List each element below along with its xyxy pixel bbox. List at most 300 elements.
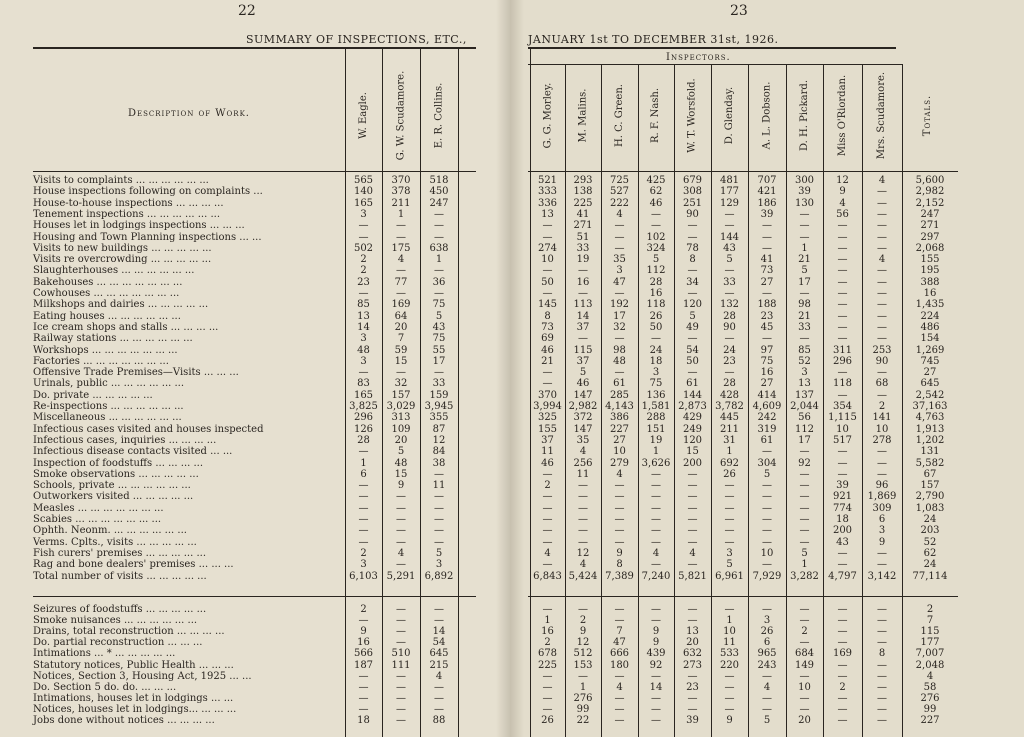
cell-value: 313 xyxy=(391,412,411,424)
total-value: 645 xyxy=(920,378,940,390)
cell-value: 666 xyxy=(609,648,630,660)
table-row xyxy=(0,232,1024,243)
row-label: Miscellaneous ... ... ... ... ... ... xyxy=(33,412,182,424)
row-label: Verms. Cplts., visits ... ... ... ... ... xyxy=(33,536,197,548)
cell-value: — xyxy=(542,491,553,503)
cell-value: 5,291 xyxy=(386,570,416,582)
cell-value: 4 xyxy=(435,670,443,682)
cell-value: 211 xyxy=(391,197,411,209)
cell-value: 33 xyxy=(432,378,446,390)
cell-value: — xyxy=(358,615,369,627)
row-label: Urinals, public ... ... ... ... ... ... xyxy=(33,378,185,390)
cell-value: — xyxy=(358,525,369,537)
cell-value: — xyxy=(358,692,369,704)
cell-value: — xyxy=(396,502,406,514)
cell-value: — xyxy=(358,514,369,525)
cell-value: 2 xyxy=(544,637,551,649)
cell-value: — xyxy=(687,536,698,548)
cell-value: — xyxy=(578,502,588,514)
cell-value: 1,115 xyxy=(828,412,857,424)
cell-value: 90 xyxy=(875,355,889,367)
column-label: R. F. Nash. xyxy=(650,87,662,143)
cell-value: — xyxy=(687,265,698,277)
cell-value: — xyxy=(651,208,661,220)
cell-value: 35 xyxy=(613,254,626,266)
row-label: Drains, total reconstruction ... ... ... ... xyxy=(33,626,225,638)
cell-value: 296 xyxy=(832,355,853,367)
page-number-right: 23 xyxy=(730,3,748,19)
cell-value: — xyxy=(877,659,887,671)
cell-value: 8 xyxy=(689,254,696,266)
right-column-header xyxy=(823,60,862,170)
row-label: Total number of visits ... ... ... ... ... xyxy=(33,570,207,582)
total-value: 157 xyxy=(920,480,940,492)
cell-value: 428 xyxy=(719,389,740,401)
cell-value: 17 xyxy=(613,310,626,322)
cell-value: — xyxy=(877,559,887,571)
cell-value: — xyxy=(614,692,625,704)
cell-value: — xyxy=(614,703,625,715)
cell-value: 75 xyxy=(649,378,663,390)
table-row xyxy=(0,648,1024,659)
total-value: 52 xyxy=(923,536,937,548)
cell-value: — xyxy=(877,637,887,649)
cell-value: 3 xyxy=(763,615,771,627)
cell-value: — xyxy=(762,288,772,299)
row-label: Visits to complaints ... ... ... ... ... ... xyxy=(33,175,209,186)
cell-value: 2,044 xyxy=(790,401,819,412)
rule-left-section xyxy=(33,596,476,597)
row-label: Housing and Town Planning inspections ... ... xyxy=(33,231,262,243)
table-row xyxy=(0,220,1024,231)
row-label: Infectious cases visited and houses inspected xyxy=(33,423,264,435)
column-label: D. H. Pickard. xyxy=(799,79,811,151)
cell-value: 4 xyxy=(579,446,587,458)
cell-value: 84 xyxy=(432,446,446,458)
total-value: 388 xyxy=(920,276,940,288)
total-value: 2,152 xyxy=(915,197,945,209)
cell-value: 50 xyxy=(541,276,554,288)
cell-value: 4 xyxy=(652,547,660,559)
row-label: Smoke nuisances ... ... ... ... ... ... xyxy=(33,615,198,627)
cell-value: 98 xyxy=(613,344,626,356)
table-row xyxy=(0,265,1024,276)
rule-right-header-bottom xyxy=(528,171,958,172)
cell-value: — xyxy=(651,468,661,480)
cell-value: 92 xyxy=(649,659,663,671)
cell-value: 177 xyxy=(719,186,740,198)
cell-value: 3,945 xyxy=(424,401,454,412)
cell-value: 4,797 xyxy=(828,570,857,582)
cell-value: 102 xyxy=(646,231,666,243)
cell-value: — xyxy=(396,220,406,232)
cell-value: — xyxy=(358,220,369,232)
cell-value: 97 xyxy=(760,344,774,356)
cell-value: — xyxy=(877,446,887,458)
cell-value: 309 xyxy=(872,502,892,514)
table-row xyxy=(0,412,1024,423)
row-label: Milkshops and dairies ... ... ... ... ... xyxy=(33,299,209,311)
cell-value: 28 xyxy=(723,310,736,322)
cell-value: — xyxy=(724,333,735,345)
cell-value: — xyxy=(614,231,625,243)
cell-value: 61 xyxy=(760,434,774,446)
total-value: 745 xyxy=(920,355,940,367)
cell-value: — xyxy=(799,491,810,503)
cell-value: 48 xyxy=(613,355,626,367)
total-value: 4 xyxy=(926,670,934,682)
table-row xyxy=(0,604,1024,615)
cell-value: — xyxy=(799,514,810,525)
cell-value: 18 xyxy=(357,715,370,726)
cell-value: 3,626 xyxy=(641,457,671,469)
cell-value: — xyxy=(877,288,887,299)
cell-value: — xyxy=(614,502,625,514)
total-value: 203 xyxy=(920,525,940,537)
cell-value: — xyxy=(837,231,848,243)
cell-value: — xyxy=(724,514,735,525)
total-value: 58 xyxy=(923,681,937,693)
cell-value: 20 xyxy=(798,715,811,726)
cell-value: 774 xyxy=(832,502,853,514)
cell-value: 425 xyxy=(646,175,666,186)
cell-value: 27 xyxy=(760,378,774,390)
row-label: Workshops ... ... ... ... ... ... ... xyxy=(33,344,178,356)
cell-value: 98 xyxy=(798,299,811,311)
table-row xyxy=(0,186,1024,197)
cell-value: — xyxy=(687,491,698,503)
table-row xyxy=(0,491,1024,502)
cell-value: — xyxy=(542,559,553,571)
cell-value: 4 xyxy=(397,547,405,559)
cell-value: — xyxy=(724,502,735,514)
cell-value: — xyxy=(837,659,848,671)
cell-value: 12 xyxy=(836,175,849,186)
cell-value: 274 xyxy=(537,242,558,254)
cell-value: — xyxy=(651,703,661,715)
cell-value: 247 xyxy=(429,197,449,209)
cell-value: 512 xyxy=(573,648,593,660)
cell-value: — xyxy=(687,468,698,480)
cell-value: 51 xyxy=(576,231,590,243)
cell-value: 192 xyxy=(609,299,630,311)
cell-value: — xyxy=(724,703,735,715)
cell-value: 2 xyxy=(360,604,367,615)
cell-value: — xyxy=(651,536,661,548)
cell-value: 1 xyxy=(397,208,405,220)
cell-value: 370 xyxy=(391,175,411,186)
cell-value: — xyxy=(651,604,661,615)
cell-value: 5 xyxy=(689,310,696,322)
cell-value: — xyxy=(687,288,698,299)
cell-value: — xyxy=(799,637,810,649)
cell-value: 253 xyxy=(872,344,892,356)
cell-value: 126 xyxy=(353,423,374,435)
table-row xyxy=(0,378,1024,389)
cell-value: — xyxy=(434,604,444,615)
cell-value: 153 xyxy=(573,659,593,671)
cell-value: — xyxy=(877,367,887,379)
table-row xyxy=(0,198,1024,209)
cell-value: 37 xyxy=(576,355,590,367)
cell-value: 136 xyxy=(646,389,666,401)
cell-value: — xyxy=(358,367,369,379)
cell-value: — xyxy=(877,703,887,715)
cell-value: 141 xyxy=(872,412,892,424)
cell-value: 56 xyxy=(798,412,811,424)
cell-value: 129 xyxy=(719,197,740,209)
cell-value: — xyxy=(434,502,444,514)
cell-value: — xyxy=(434,468,444,480)
total-value: 195 xyxy=(920,265,940,277)
cell-value: 26 xyxy=(760,626,774,638)
cell-value: 2 xyxy=(801,626,808,638)
total-value: 1,202 xyxy=(915,434,945,446)
total-value: 177 xyxy=(920,637,940,649)
cell-value: 9 xyxy=(652,626,660,638)
cell-value: 112 xyxy=(646,265,666,277)
cell-value: — xyxy=(762,480,772,492)
column-label: E. R. Collins. xyxy=(433,82,445,148)
table-row xyxy=(0,715,1024,726)
cell-value: 12 xyxy=(576,547,590,559)
total-value: 1,913 xyxy=(915,423,945,435)
cell-value: 3,782 xyxy=(715,401,744,412)
cell-value: 354 xyxy=(832,401,853,412)
table-row xyxy=(0,480,1024,491)
cell-value: — xyxy=(837,692,848,704)
cell-value: — xyxy=(614,615,625,627)
total-value: 155 xyxy=(920,254,940,266)
cell-value: 50 xyxy=(686,355,699,367)
cell-value: 3 xyxy=(360,333,367,345)
table-row xyxy=(0,243,1024,254)
cell-value: — xyxy=(578,265,588,277)
cell-value: 324 xyxy=(646,242,666,254)
cell-value: 6,103 xyxy=(349,570,378,582)
cell-value: — xyxy=(837,288,848,299)
cell-value: 7,929 xyxy=(752,570,782,582)
table-row xyxy=(0,637,1024,648)
cell-value: — xyxy=(434,491,444,503)
cell-value: 285 xyxy=(609,389,630,401)
cell-value: — xyxy=(877,231,887,243)
cell-value: — xyxy=(434,265,444,277)
column-label: W. Eagle. xyxy=(358,91,370,139)
total-value: 24 xyxy=(923,514,937,525)
cell-value: 13 xyxy=(357,310,370,322)
row-label: Inspection of foodstuffs ... ... ... ... xyxy=(33,457,204,469)
cell-value: — xyxy=(396,491,406,503)
cell-value: 5 xyxy=(801,265,808,277)
cell-value: — xyxy=(578,604,588,615)
cell-value: 276 xyxy=(573,692,593,704)
total-value: 224 xyxy=(920,310,940,322)
cell-value: 77 xyxy=(394,276,408,288)
row-label: Infectious cases, inquiries ... ... ... ... xyxy=(33,434,217,446)
cell-value: 151 xyxy=(646,423,666,435)
cell-value: — xyxy=(877,208,887,220)
cell-value: — xyxy=(651,670,661,682)
cell-value: 46 xyxy=(649,197,663,209)
cell-value: 137 xyxy=(794,389,815,401)
cell-value: — xyxy=(837,468,848,480)
cell-value: 3 xyxy=(360,208,367,220)
cell-value: 5 xyxy=(726,254,733,266)
cell-value: — xyxy=(614,333,625,345)
cell-value: — xyxy=(651,220,661,232)
cell-value: 7 xyxy=(397,333,405,345)
cell-value: 24 xyxy=(649,344,663,356)
cell-value: 69 xyxy=(541,333,554,345)
cell-value: 2 xyxy=(360,254,367,266)
cell-value: 429 xyxy=(682,412,703,424)
cell-value: 6,843 xyxy=(533,570,562,582)
cell-value: 256 xyxy=(573,457,593,469)
cell-value: — xyxy=(837,389,848,401)
cell-value: — xyxy=(724,525,735,537)
cell-value: — xyxy=(542,367,553,379)
cell-value: 325 xyxy=(537,412,558,424)
column-label: Miss O'Riordan. xyxy=(837,74,848,156)
cell-value: — xyxy=(614,288,625,299)
cell-value: — xyxy=(837,457,848,469)
cell-value: 1 xyxy=(652,446,660,458)
cell-value: 1 xyxy=(726,446,733,458)
cell-value: 6,892 xyxy=(424,570,454,582)
cell-value: — xyxy=(396,703,406,715)
cell-value: 165 xyxy=(353,389,374,401)
cell-value: — xyxy=(358,288,369,299)
total-value: 2 xyxy=(926,604,934,615)
cell-value: — xyxy=(877,626,887,638)
cell-value: 39 xyxy=(798,186,811,198)
table-row xyxy=(0,693,1024,704)
cell-value: 18 xyxy=(836,514,849,525)
cell-value: 521 xyxy=(537,175,558,186)
cell-value: 83 xyxy=(357,378,370,390)
row-label: House inspections following on complaints ... xyxy=(33,186,263,198)
cell-value: 2,873 xyxy=(678,401,707,412)
cell-value: — xyxy=(799,502,810,514)
cell-value: 370 xyxy=(537,389,558,401)
cell-value: 43 xyxy=(723,242,736,254)
cell-value: — xyxy=(578,288,588,299)
cell-value: 5 xyxy=(435,547,443,559)
cell-value: 14 xyxy=(649,681,663,693)
cell-value: — xyxy=(651,615,661,627)
cell-value: — xyxy=(799,692,810,704)
description-heading: Description of Work. xyxy=(128,108,250,119)
table-row xyxy=(0,525,1024,536)
cell-value: — xyxy=(837,703,848,715)
row-label: Railway stations ... ... ... ... ... ... xyxy=(33,333,193,345)
row-label: Intimations, houses let in lodgings ... ... xyxy=(33,692,234,704)
row-label: Ophth. Neonm. ... ... ... ... ... ... xyxy=(33,525,187,537)
table-row xyxy=(0,704,1024,715)
cell-value: — xyxy=(837,547,848,559)
cell-value: — xyxy=(762,514,772,525)
cell-value: 414 xyxy=(757,389,777,401)
right-column-header xyxy=(786,60,823,170)
cell-value: 566 xyxy=(353,648,374,660)
cell-value: 1 xyxy=(360,457,367,469)
cell-value: 2,982 xyxy=(568,401,598,412)
cell-value: 43 xyxy=(836,536,849,548)
cell-value: — xyxy=(396,681,406,693)
cell-value: — xyxy=(877,333,887,345)
cell-value: 3 xyxy=(652,367,660,379)
cell-value: — xyxy=(877,715,887,726)
table-row xyxy=(0,299,1024,310)
cell-value: 5 xyxy=(801,547,808,559)
cell-value: 249 xyxy=(682,423,703,435)
row-label: Eating houses ... ... ... ... ... ... xyxy=(33,310,181,322)
cell-value: 3 xyxy=(878,525,886,537)
table-row xyxy=(0,615,1024,626)
row-label: Ice cream shops and stalls ... ... ... ... xyxy=(33,321,219,333)
cell-value: 200 xyxy=(832,525,853,537)
cell-value: 439 xyxy=(646,648,666,660)
cell-value: — xyxy=(724,265,735,277)
cell-value: — xyxy=(687,670,698,682)
cell-value: — xyxy=(837,254,848,266)
table-row xyxy=(0,660,1024,671)
table-row xyxy=(0,559,1024,570)
cell-value: 75 xyxy=(760,355,774,367)
row-label: Notices, Section 3, Housing Act, 1925 ... ... xyxy=(33,670,252,682)
cell-value: 684 xyxy=(794,648,815,660)
cell-value: 32 xyxy=(613,321,626,333)
cell-value: 18 xyxy=(649,355,663,367)
cell-value: — xyxy=(799,231,810,243)
column-label: A. L. Dobson. xyxy=(761,81,773,149)
cell-value: 4 xyxy=(616,208,623,220)
right-column-header xyxy=(530,60,565,170)
cell-value: 14 xyxy=(432,626,446,638)
cell-value: — xyxy=(799,670,810,682)
cell-value: — xyxy=(837,220,848,232)
cell-value: 6,961 xyxy=(715,570,744,582)
cell-value: 19 xyxy=(576,254,590,266)
right-column-header xyxy=(601,60,638,170)
cell-value: — xyxy=(687,502,698,514)
cell-value: 304 xyxy=(757,457,777,469)
cell-value: 9 xyxy=(616,547,623,559)
table-row xyxy=(0,435,1024,446)
cell-value: 242 xyxy=(757,412,777,424)
total-value: 77,114 xyxy=(912,570,948,582)
cell-value: 10 xyxy=(541,254,554,266)
cell-value: — xyxy=(877,389,887,401)
cell-value: — xyxy=(724,367,735,379)
cell-value: 10 xyxy=(723,626,736,638)
cell-value: — xyxy=(434,367,444,379)
cell-value: 120 xyxy=(682,434,703,446)
total-value: 4,763 xyxy=(915,412,945,424)
cell-value: — xyxy=(396,626,406,638)
cell-value: — xyxy=(762,446,772,458)
row-label: Seizures of foodstuffs ... ... ... ... ... xyxy=(33,604,207,615)
cell-value: 96 xyxy=(875,480,889,492)
cell-value: — xyxy=(762,703,772,715)
right-column-header xyxy=(748,60,786,170)
cell-value: 308 xyxy=(682,186,703,198)
row-label: Cowhouses ... ... ... ... ... ... ... xyxy=(33,288,180,299)
cell-value: — xyxy=(651,692,661,704)
cell-value: — xyxy=(358,670,369,682)
cell-value: 138 xyxy=(573,186,593,198)
